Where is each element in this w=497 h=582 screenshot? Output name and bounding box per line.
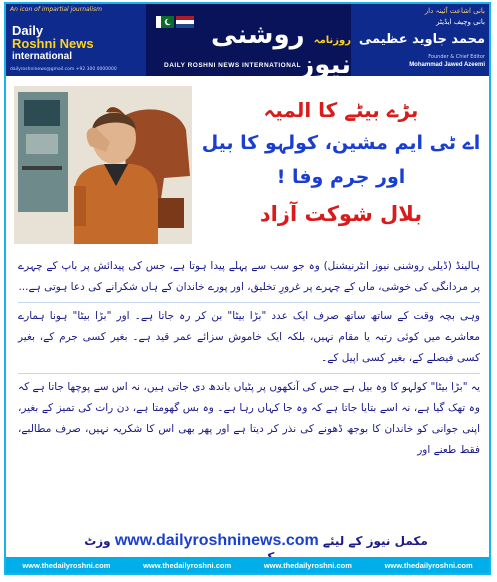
- article-body: [18, 256, 480, 465]
- masthead-tagline: An icon of impartial journalism: [10, 6, 102, 13]
- news-card: [4, 2, 491, 575]
- headline-block: [198, 94, 484, 234]
- cta-text-before: مکمل نیوز کے لیئے: [322, 534, 428, 548]
- divider: [18, 373, 480, 374]
- atm-and-ox-photo: [14, 86, 192, 244]
- center-logo-english: DAILY ROSHNI NEWS INTERNATIONAL: [164, 62, 302, 69]
- website-link[interactable]: www.dailyroshninews.com: [114, 532, 319, 549]
- center-logo-small: روزنامہ: [313, 35, 351, 46]
- footer-bar: [6, 557, 489, 573]
- masthead-center: [146, 4, 351, 110]
- headline-subtitle: اے ٹی ایم مشین، کولہو کا بیل اور جرم وفا !: [201, 132, 481, 188]
- footer-link[interactable]: www.thedailyroshni.com: [143, 560, 232, 570]
- headline-author: بلال شوکت آزاد: [259, 202, 423, 226]
- brand-line3: international: [12, 51, 73, 62]
- brand-line2: Roshni News: [12, 36, 94, 51]
- divider: [18, 302, 480, 303]
- editor-name-en: Mohammad Jawed Azeemi: [409, 62, 485, 68]
- footer-link[interactable]: www.thedailyroshni.com: [384, 560, 473, 570]
- masthead-left: [6, 4, 146, 76]
- brand-line1: Daily: [12, 23, 44, 38]
- masthead-right: [351, 4, 489, 76]
- footer-link[interactable]: www.thedailyroshni.com: [263, 560, 352, 570]
- editor-name-urdu: محمد جاوید عظیمی: [358, 32, 485, 47]
- brand-logo-en: [12, 24, 94, 63]
- right-line2: بانی وچیف ایڈیٹر: [436, 18, 485, 26]
- headline-title: بڑے بیٹے کا المیہ: [263, 98, 419, 122]
- editor-role: Founder & Chief Editor: [428, 54, 485, 60]
- masthead-contact: dailyroshninews@gmail.com +92 300 0000000: [10, 67, 117, 72]
- footer-link[interactable]: www.thedailyroshni.com: [22, 560, 111, 570]
- center-logo-main: روشنی نیوز انٹرنیشنل: [211, 20, 351, 110]
- paragraph-1: ہالینڈ (ڈیلی روشنی نیوز انٹرنیشنل) وہ جو سب سے پہلے پیدا ہوتا ہے، جس کی پیدائش پر باپ کے چہرے پر مردانگی کی خوشی، ماں کے چہرے پر غرورِ تخلیق، اور پورے خاندان کے ہاں شکرانے کی دعا ہوتی ہے...: [18, 260, 480, 293]
- right-line1: بانی اشاعت آئینہ دار: [424, 7, 485, 15]
- cta-text-after: وزٹ: [84, 534, 111, 548]
- paragraph-3: یہ "بڑا بیٹا" کولہو کا وہ بیل ہے جس کی آنکھوں پر پٹیاں باندھ دی جاتی ہیں، نہ اس سے پوچھا جاتا ہے کہ وہ تھک گیا ہے، نہ اسے بتایا جاتا ہے کہ وہ جا کہاں رہا ہے۔ وہ بس گھومتا ہے، دن رات کی تمیز کے بغیر، اپنی جوانی کو خاندان کا بوجھ ڈھونے کی نذر کر دیتا ہے اور پھر بھی اس کا شکریہ نہیں، صرف مطالبے، فقط طعنے اور: [18, 381, 480, 456]
- paragraph-2: وہی بچہ وقت کے ساتھ ساتھ صرف ایک عدد "بڑا بیٹا" بن کر رہ جاتا ہے۔ اور "بڑا بیٹا" ہونا ہمارے معاشرے میں کوئی رتبہ یا مقام نہیں، بلکہ ایک خاموش سزائے عمر قید ہے۔ بغیر کسی جرم کے، بغیر کسی فیصلے کے، بغیر کسی اپیل کے۔: [18, 310, 480, 364]
